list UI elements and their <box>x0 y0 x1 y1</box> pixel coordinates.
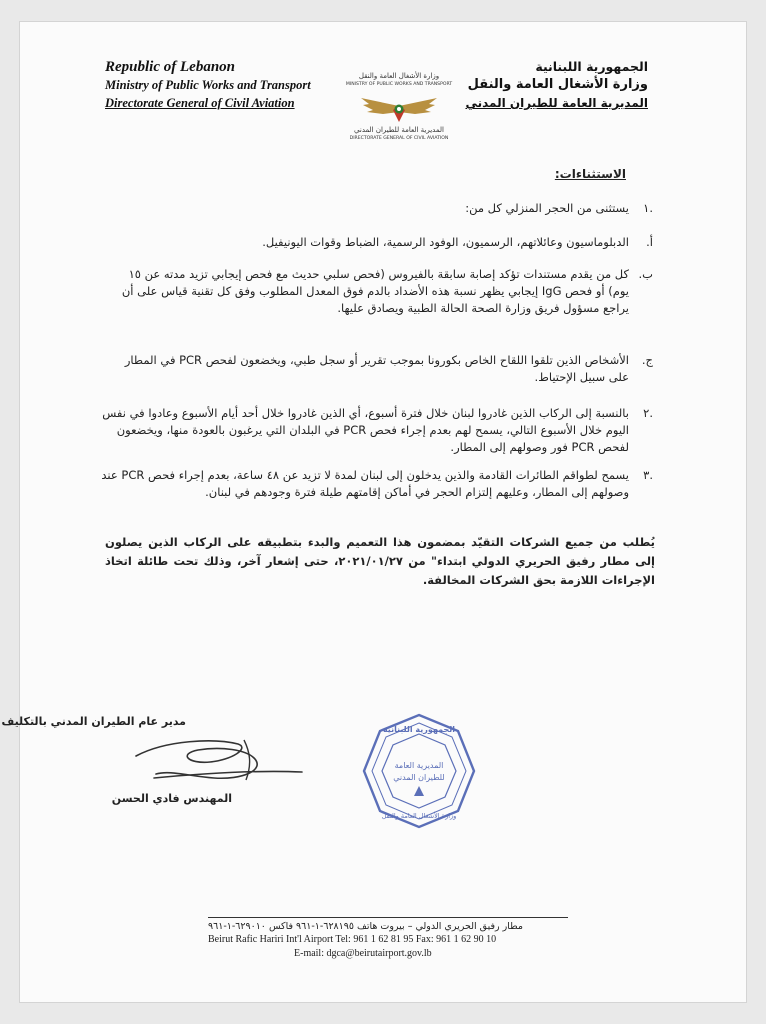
letter-footer <box>208 917 568 961</box>
stamp-bottom-text: وزارة الأشغال العامة والنقل <box>381 812 457 820</box>
document-page <box>20 22 746 1002</box>
exception-item-2 <box>101 405 653 456</box>
letterhead-country-en: Republic of Lebanon <box>105 59 235 75</box>
stamp-center-line2: للطيران المدني <box>393 773 445 782</box>
footer-email: E-mail: dgca@beirutairport.gov.lb <box>294 948 432 959</box>
item-text: الأشخاص الذين تلقوا اللقاح الخاص بكورونا بموجب تقرير أو سجل طبي، ويخضعون لفحص PCR في المطار على سبيل الإحتياط. <box>124 353 629 384</box>
footer-divider <box>208 917 568 918</box>
item-letter: ب. <box>638 267 653 281</box>
letterhead-ministry-en: Ministry of Public Works and Transport <box>105 78 311 92</box>
section-title: الاستثناءات: <box>554 167 626 181</box>
letterhead-directorate-ar: المديرية العامة للطيران المدني <box>465 96 648 110</box>
logo-top-en: MINISTRY OF PUBLIC WORKS AND TRANSPORT <box>345 82 453 87</box>
exception-item-3 <box>101 467 653 501</box>
letterhead-directorate-en: Directorate General of Civil Aviation <box>105 96 295 110</box>
letterhead-country-ar: الجمهورية اللبنانية <box>535 59 648 74</box>
letterhead-arabic <box>408 58 648 112</box>
exception-item-a <box>123 234 653 251</box>
exception-item-b <box>113 266 653 317</box>
handwritten-signature <box>126 734 306 790</box>
item-number: .٢ <box>643 406 653 420</box>
official-stamp <box>360 712 478 830</box>
item-letter: أ. <box>646 235 653 249</box>
signatory-title: مدير عام الطيران المدني بالتكليف <box>1 715 186 728</box>
final-notice: يُطلب من جميع الشركات التقيّد بمضمون هذا التعميم والبدء بتطبيقه على الركاب الذين يصلون إلى مطار رفيق الحريري الدولي ابتداء" من ٢٠٢١/٠١/٢٧، حتى إشعار آخر، وذلك تحت طائلة اتخاذ الإجراءات اللازمة بحق الشركات المخالفة. <box>105 535 655 587</box>
item-text: يسمح لطواقم الطائرات القادمة والذين يدخلون إلى لبنان لمدة لا تزيد عن ٤٨ ساعة، بعدم إجراء فحص PCR عند وصولهم إلى المطار، وعليهم إلتزام الحجر في أماكن إقامتهم طيلة فترة وجودهم في لبنان. <box>101 468 629 499</box>
exception-item-1 <box>113 200 653 217</box>
stamp-top-text: الجمهورية اللبنانية <box>382 725 456 734</box>
letterhead-ministry-ar: وزارة الأشغال العامة والنقل <box>467 77 648 92</box>
stamp-center-line1: المديرية العامة <box>394 761 444 770</box>
item-text: يستثنى من الحجر المنزلي كل من: <box>465 201 629 215</box>
cedar-icon <box>414 786 424 796</box>
footer-address-en: Beirut Rafic Hariri Int'l Airport Tel: 961 1 62 81 95 Fax: 961 1 62 90 10 <box>208 934 497 945</box>
logo-bottom-en: DIRECTORATE GENERAL OF CIVIL AVIATION <box>349 136 449 141</box>
logo-bottom-ar: المديرية العامة للطيران المدني <box>354 126 444 134</box>
item-text: كل من يقدم مستندات تؤكد إصابة سابقة بالفيروس (فحص سلبي حديث مع فحص إيجابي تزيد مدته عن ١٥ يوم) أو فحص IgG إيجابي يظهر نسبة هذه الأضداد بالدم فوق المعدل المطلوب وفق كل تقنية قياس على أن يراجع مسؤول فريق وزارة الصحة الحالة الطبية ويصادق عليها. <box>121 267 629 315</box>
item-letter: ج. <box>641 353 653 367</box>
item-number: .١ <box>643 201 653 215</box>
logo-top-ar: وزارة الأشغال العامة والنقل <box>358 72 440 80</box>
item-number: .٣ <box>643 468 653 482</box>
item-text: الدبلوماسيون وعائلاتهم، الرسميون، الوفود الرسمية، الضباط وقوات اليونيفيل. <box>262 235 629 249</box>
signatory-name: المهندس فادي الحسن <box>111 792 232 805</box>
item-text: بالنسبة إلى الركاب الذين غادروا لبنان خلال فترة أسبوع، أي الذين غادروا خلال أحد أيام الأسبوع وعادوا في نفس اليوم خلال الأسبوع التالي، يسمح لهم بعدم إجراء فحص PCR في البلدان التي يرغبون بالعودة منها، ويخضعون لفحص PCR فور وصولهم إلى المطار. <box>102 406 629 454</box>
exception-item-j <box>113 352 653 386</box>
footer-address-ar: مطار رفيق الحريري الدولي – بيروت هاتف ٦٢٨١٩٥-١-٩٦١ فاكس ٦٢٩٠١٠-١-٩٦١ <box>208 921 523 932</box>
